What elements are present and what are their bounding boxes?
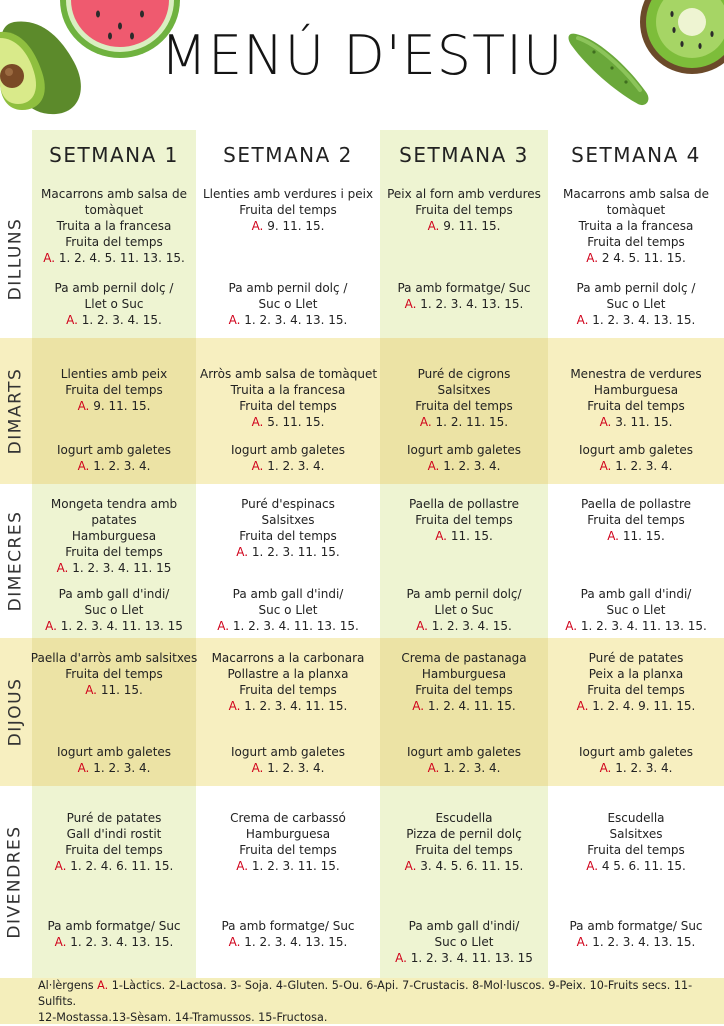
allergen-codes: [26, 618, 202, 634]
allergen-values: 3. 4. 5. 6. 11. 15.: [416, 859, 524, 873]
allergen-codes: [200, 698, 376, 714]
day-label-text: DIVENDRES: [5, 825, 26, 939]
allergen-codes: [376, 618, 552, 634]
allergen-codes: [200, 934, 376, 950]
lunch-block: [376, 186, 552, 234]
snack-item: Llet o Suc: [84, 297, 144, 311]
allergen-marker: A.: [54, 935, 67, 949]
allergen-values: 11. 15.: [447, 529, 493, 543]
lunch-item: Puré de cigrons: [417, 367, 511, 381]
snack-item: Pa amb gall d'indi/: [580, 587, 692, 601]
allergen-values: 1. 2. 3. 4. 11. 13. 15.: [229, 619, 359, 633]
allergen-values: 1. 2. 3. 4. 15.: [427, 619, 512, 633]
lunch-item: Fruita del temps: [587, 843, 685, 857]
allergen-codes: [26, 682, 202, 698]
lunch-block: [548, 496, 724, 544]
lunch-item: Gall d'indi rostit: [66, 827, 162, 841]
allergen-values: 1. 2. 3. 4.: [611, 761, 673, 775]
allergen-codes: [376, 950, 552, 966]
lunch-item: Fruita del temps: [65, 667, 163, 681]
week-header: SETMANA 4: [571, 143, 701, 167]
allergen-marker: A.: [412, 699, 425, 713]
lunch-item: Crema de pastanaga: [401, 651, 527, 665]
lunch-item: Fruita del temps: [239, 683, 337, 697]
day-label-text: DILLUNS: [5, 217, 25, 301]
lunch-item: Fruita del temps: [239, 843, 337, 857]
lunch-block: [26, 496, 202, 576]
lunch-item: Puré de patates: [588, 651, 684, 665]
legend-prefix: Al·lèrgens: [38, 979, 98, 992]
lunch-block: [548, 650, 724, 714]
snack-block: [376, 586, 552, 634]
legend-marker: A.: [97, 979, 109, 992]
allergen-marker: A.: [576, 935, 589, 949]
allergen-codes: [548, 858, 724, 874]
allergen-codes: [200, 312, 376, 328]
snack-block: [376, 442, 552, 474]
allergen-values: 1. 2. 3. 4.: [263, 761, 325, 775]
lunch-item: Llenties amb verdures i peix: [202, 187, 374, 201]
allergen-marker: A.: [251, 459, 264, 473]
lunch-item: Hamburguesa: [593, 383, 679, 397]
allergen-marker: A.: [251, 761, 264, 775]
allergen-values: 4 5. 6. 11. 15.: [598, 859, 686, 873]
allergen-marker: A.: [599, 459, 612, 473]
snack-item: Pa amb formatge/ Suc: [397, 281, 531, 295]
snack-item: Pa amb formatge/ Suc: [221, 919, 355, 933]
lunch-item: Fruita del temps: [415, 513, 513, 527]
snack-item: Suc o Llet: [606, 297, 666, 311]
lunch-item: Macarrons a la carbonara: [211, 651, 365, 665]
lunch-block: [200, 810, 376, 874]
snack-item: Pa amb formatge/ Suc: [47, 919, 181, 933]
lunch-item: Hamburguesa: [245, 827, 331, 841]
allergen-codes: [376, 760, 552, 776]
allergen-values: 1. 2. 3. 4.: [89, 761, 151, 775]
snack-item: Suc o Llet: [606, 603, 666, 617]
snack-block: [548, 586, 724, 634]
snack-item: Pa amb pernil dolç /: [54, 281, 174, 295]
lunch-block: [200, 650, 376, 714]
lunch-item: Fruita del temps: [587, 235, 685, 249]
lunch-item: Fruita del temps: [587, 683, 685, 697]
allergen-values: 1. 2. 4. 5. 11. 13. 15.: [55, 251, 185, 265]
snack-item: Iogurt amb galetes: [406, 443, 522, 457]
legend-line2: 12-Mostassa.13-Sèsam. 14-Tramussos. 15-Fructosa.: [38, 1011, 328, 1024]
lunch-item: Puré d'espinacs: [241, 497, 335, 511]
allergen-codes: [200, 544, 376, 560]
lunch-item: Fruita del temps: [415, 683, 513, 697]
allergen-values: 1. 2. 3. 4.: [611, 459, 673, 473]
snack-block: [26, 280, 202, 328]
lunch-block: [26, 810, 202, 874]
lunch-block: [376, 366, 552, 430]
allergen-values: 1. 2. 3. 4.: [263, 459, 325, 473]
allergen-codes: [376, 296, 552, 312]
allergen-marker: A.: [251, 415, 264, 429]
snack-item: Iogurt amb galetes: [578, 443, 694, 457]
allergen-codes: [548, 458, 724, 474]
lunch-item: Macarrons amb salsa de: [563, 187, 709, 201]
allergen-marker: A.: [435, 529, 447, 543]
allergen-values: 9. 11. 15.: [439, 219, 501, 233]
page-title: MENÚ D'ESTIU: [160, 24, 564, 87]
day-label-text: DIJOUS: [5, 677, 26, 747]
allergen-values: 9. 11. 15.: [263, 219, 325, 233]
allergen-values: 1. 2. 3. 4. 15.: [77, 313, 162, 327]
snack-item: Pa amb pernil dolç/: [406, 587, 522, 601]
lunch-item: Hamburguesa: [421, 667, 507, 681]
allergen-codes: [26, 312, 202, 328]
lunch-item: Fruita del temps: [587, 399, 685, 413]
allergen-marker: A.: [54, 859, 67, 873]
lunch-item: patates: [91, 513, 137, 527]
lunch-item: Paella de pollastre: [408, 497, 520, 511]
snack-block: [376, 280, 552, 312]
snack-item: Iogurt amb galetes: [578, 745, 694, 759]
lunch-block: [376, 650, 552, 714]
lunch-block: [200, 366, 376, 430]
snack-item: Iogurt amb galetes: [230, 745, 346, 759]
snack-item: Pa amb pernil dolç /: [228, 281, 348, 295]
snack-item: Iogurt amb galetes: [56, 745, 172, 759]
lunch-item: tomàquet: [84, 203, 144, 217]
snack-block: [26, 744, 202, 776]
legend-line1: 1-Làctics. 2-Lactosa. 3- Soja. 4-Gluten. 5-Ou. 6-Api. 7-Crustacis. 8-Mol·luscos. 9-Peix. 10-Fruits secs. 11-Sulfits.: [38, 979, 693, 1008]
allergen-codes: [548, 760, 724, 776]
snack-block: [200, 744, 376, 776]
allergen-values: 9. 11. 15.: [89, 399, 151, 413]
allergen-marker: A.: [395, 951, 407, 965]
allergen-values: 1. 2. 4. 11. 15.: [424, 699, 516, 713]
allergen-marker: A.: [217, 619, 230, 633]
snack-block: [548, 744, 724, 776]
allergen-codes: [376, 858, 552, 874]
lunch-item: Fruita del temps: [239, 399, 337, 413]
snack-block: [548, 280, 724, 328]
lunch-item: Fruita del temps: [587, 513, 685, 527]
lunch-block: [548, 186, 724, 266]
allergen-values: 1. 2. 3. 4.: [439, 761, 501, 775]
allergen-values: 1. 2. 3. 4. 11. 15.: [240, 699, 348, 713]
allergen-marker: A.: [85, 683, 97, 697]
snack-block: [200, 586, 376, 634]
allergen-codes: [548, 528, 724, 544]
allergen-marker: A.: [427, 219, 440, 233]
allergen-marker: A.: [599, 415, 612, 429]
lunch-item: Menestra de verdures: [570, 367, 702, 381]
lunch-block: [26, 650, 202, 698]
allergen-values: 1. 2. 3. 4. 11. 13. 15.: [577, 619, 707, 633]
allergen-values: 1. 2. 3. 4. 11. 13. 15: [56, 619, 183, 633]
snack-block: [548, 918, 724, 950]
lunch-item: Macarrons amb salsa de: [41, 187, 187, 201]
lunch-item: Salsitxes: [437, 383, 491, 397]
allergen-marker: A.: [77, 459, 90, 473]
lunch-item: Fruita del temps: [415, 203, 513, 217]
allergen-codes: [376, 698, 552, 714]
allergen-codes: [26, 458, 202, 474]
allergen-marker: A.: [576, 699, 589, 713]
allergen-codes: [548, 618, 724, 634]
allergen-values: 11. 15.: [619, 529, 665, 543]
legend-text: [38, 978, 718, 1026]
snack-block: [26, 586, 202, 634]
allergen-marker: A.: [236, 545, 249, 559]
allergen-values: 1. 2. 3. 4. 11. 13. 15: [406, 951, 533, 965]
allergen-marker: A.: [228, 699, 241, 713]
allergen-codes: [376, 218, 552, 234]
allergen-codes: [548, 250, 724, 266]
lunch-item: Escudella: [607, 811, 665, 825]
snack-item: Suc o Llet: [84, 603, 144, 617]
lunch-block: [26, 186, 202, 266]
lunch-item: Peix al forn amb verdures: [387, 187, 541, 201]
allergen-marker: A.: [427, 761, 440, 775]
lunch-item: Fruita del temps: [415, 399, 513, 413]
lunch-item: Salsitxes: [609, 827, 663, 841]
allergen-marker: A.: [404, 859, 417, 873]
allergen-marker: A.: [607, 529, 619, 543]
lunch-item: Crema de carbassó: [230, 811, 346, 825]
allergen-codes: [200, 414, 376, 430]
snack-item: Pa amb gall d'indi/: [232, 587, 344, 601]
lunch-block: [376, 496, 552, 544]
lunch-block: [200, 496, 376, 560]
lunch-item: Fruita del temps: [415, 843, 513, 857]
day-label-text: DIMECRES: [5, 510, 26, 612]
snack-item: Pa amb gall d'indi/: [58, 587, 170, 601]
allergen-values: 1. 2. 4. 9. 11. 15.: [588, 699, 696, 713]
allergen-values: 1. 2. 3. 11. 15.: [248, 859, 340, 873]
lunch-item: Fruita del temps: [65, 843, 163, 857]
allergen-codes: [26, 560, 202, 576]
day-label-text: DIMARTS: [5, 367, 25, 455]
snack-block: [200, 280, 376, 328]
snack-block: [376, 744, 552, 776]
lunch-item: Llenties amb peix: [60, 367, 168, 381]
allergen-codes: [548, 312, 724, 328]
allergen-codes: [200, 618, 376, 634]
allergen-values: 1. 2. 3. 4.: [439, 459, 501, 473]
allergen-codes: [200, 218, 376, 234]
allergen-values: 3. 11. 15.: [611, 415, 673, 429]
allergen-values: 1. 2. 3. 4. 13. 15.: [588, 935, 696, 949]
lunch-item: Escudella: [435, 811, 493, 825]
snack-item: Pa amb formatge/ Suc: [569, 919, 703, 933]
snack-block: [26, 442, 202, 474]
lunch-item: Paella de pollastre: [580, 497, 692, 511]
allergen-values: 1. 2. 3. 4. 11. 15: [68, 561, 172, 575]
allergen-values: 1. 2. 11. 15.: [431, 415, 509, 429]
allergen-marker: A.: [427, 459, 440, 473]
allergen-values: 1. 2. 4. 6. 11. 15.: [66, 859, 174, 873]
allergen-values: 1. 2. 3. 4. 13. 15.: [588, 313, 696, 327]
allergen-values: 1. 2. 3. 11. 15.: [248, 545, 340, 559]
allergen-marker: A.: [586, 251, 599, 265]
allergen-codes: [200, 858, 376, 874]
lunch-block: [26, 366, 202, 414]
snack-item: Iogurt amb galetes: [406, 745, 522, 759]
allergen-marker: A.: [416, 619, 428, 633]
snack-item: Suc o Llet: [258, 297, 318, 311]
lunch-item: Truita a la francesa: [56, 219, 172, 233]
allergen-codes: [26, 250, 202, 266]
allergen-codes: [200, 458, 376, 474]
allergen-marker: A.: [404, 297, 417, 311]
week-header: SETMANA 3: [399, 143, 529, 167]
snack-item: Pa amb gall d'indi/: [408, 919, 520, 933]
allergen-codes: [26, 934, 202, 950]
snack-item: Iogurt amb galetes: [56, 443, 172, 457]
allergen-codes: [26, 760, 202, 776]
allergen-values: 5. 11. 15.: [263, 415, 325, 429]
snack-item: Iogurt amb galetes: [230, 443, 346, 457]
lunch-item: Pizza de pernil dolç: [406, 827, 522, 841]
allergen-marker: A.: [45, 619, 57, 633]
allergen-marker: A.: [565, 619, 578, 633]
allergen-marker: A.: [236, 859, 249, 873]
snack-item: Suc o Llet: [434, 935, 494, 949]
allergen-marker: A.: [419, 415, 432, 429]
allergen-codes: [376, 528, 552, 544]
allergen-marker: A.: [77, 399, 90, 413]
allergen-values: 1. 2. 3. 4. 13. 15.: [240, 935, 348, 949]
allergen-marker: A.: [586, 859, 599, 873]
lunch-item: tomàquet: [606, 203, 666, 217]
lunch-item: Fruita del temps: [65, 383, 163, 397]
allergen-marker: A.: [43, 251, 56, 265]
lunch-item: Salsitxes: [261, 513, 315, 527]
allergen-legend: [0, 978, 724, 1024]
snack-block: [376, 918, 552, 966]
allergen-marker: A.: [77, 761, 90, 775]
allergen-marker: A.: [66, 313, 78, 327]
lunch-item: Paella d'arròs amb salsitxes: [30, 651, 198, 665]
allergen-values: 2 4. 5. 11. 15.: [598, 251, 686, 265]
lunch-block: [548, 366, 724, 430]
allergen-values: 1. 2. 3. 4. 13. 15.: [240, 313, 348, 327]
allergen-marker: A.: [576, 313, 589, 327]
snack-block: [26, 918, 202, 950]
lunch-item: Mongeta tendra amb: [50, 497, 178, 511]
lunch-item: Peix a la planxa: [588, 667, 684, 681]
lunch-item: Fruita del temps: [65, 545, 163, 559]
lunch-block: [376, 810, 552, 874]
week-header: SETMANA 1: [49, 143, 179, 167]
lunch-item: Hamburguesa: [71, 529, 157, 543]
lunch-item: Pollastre a la planxa: [227, 667, 349, 681]
allergen-codes: [200, 760, 376, 776]
allergen-values: 1. 2. 3. 4. 13. 15.: [416, 297, 524, 311]
snack-item: Llet o Suc: [434, 603, 494, 617]
allergen-marker: A.: [56, 561, 69, 575]
lunch-item: Fruita del temps: [65, 235, 163, 249]
lunch-item: Fruita del temps: [239, 529, 337, 543]
lunch-block: [200, 186, 376, 234]
allergen-codes: [376, 414, 552, 430]
allergen-codes: [26, 398, 202, 414]
lunch-item: Truita a la francesa: [230, 383, 346, 397]
allergen-codes: [548, 698, 724, 714]
snack-block: [200, 918, 376, 950]
snack-block: [548, 442, 724, 474]
snack-item: Suc o Llet: [258, 603, 318, 617]
allergen-values: 11. 15.: [97, 683, 143, 697]
lunch-item: Arròs amb salsa de tomàquet: [200, 367, 378, 381]
lunch-block: [548, 810, 724, 874]
lunch-item: Fruita del temps: [239, 203, 337, 217]
allergen-codes: [376, 458, 552, 474]
snack-item: Pa amb pernil dolç /: [576, 281, 696, 295]
allergen-codes: [548, 934, 724, 950]
allergen-marker: A.: [599, 761, 612, 775]
allergen-codes: [548, 414, 724, 430]
allergen-marker: A.: [228, 935, 241, 949]
lunch-item: Puré de patates: [66, 811, 162, 825]
allergen-values: 1. 2. 3. 4. 13. 15.: [66, 935, 174, 949]
allergen-values: 1. 2. 3. 4.: [89, 459, 151, 473]
allergen-marker: A.: [251, 219, 264, 233]
lunch-item: Truita a la francesa: [578, 219, 694, 233]
week-header: SETMANA 2: [223, 143, 353, 167]
allergen-codes: [26, 858, 202, 874]
snack-block: [200, 442, 376, 474]
allergen-marker: A.: [228, 313, 241, 327]
